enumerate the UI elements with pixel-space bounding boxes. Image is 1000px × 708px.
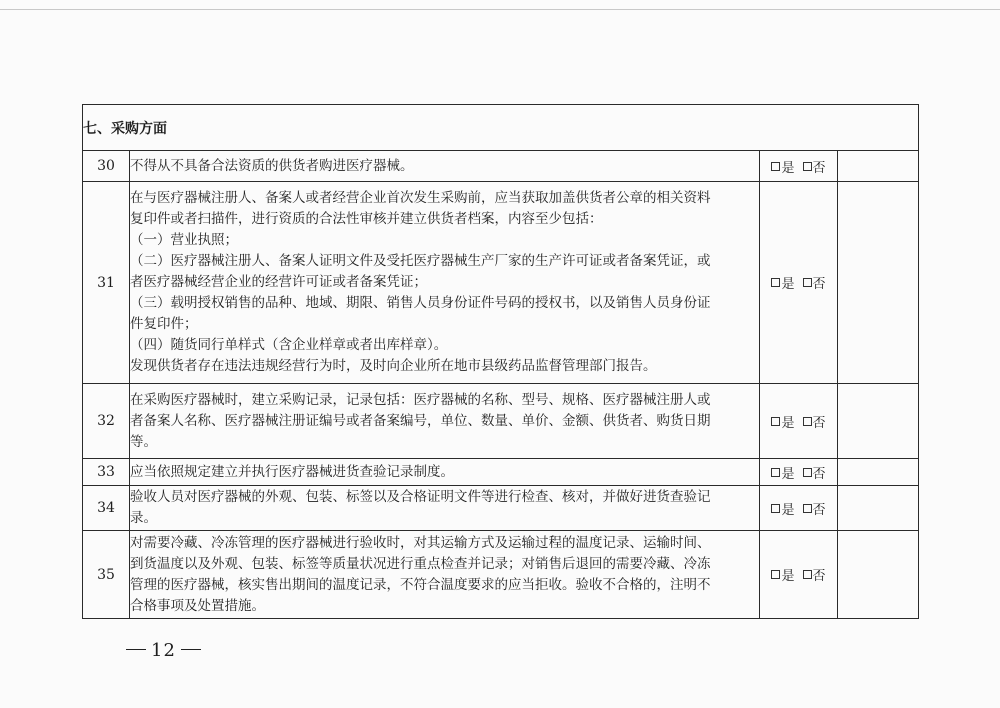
item-text-line: 管理的医疗器械，核实售出期间的温度记录，不符合温度要求的应当拒收。验收不合格的，注明不 <box>130 576 711 593</box>
checkbox-no-label: 否 <box>812 415 826 431</box>
item-number: 33 <box>83 459 130 486</box>
item-text-line: 应当依照规定建立并执行医疗器械进货查验记录制度。 <box>130 463 454 480</box>
checkbox-no[interactable] <box>803 161 826 176</box>
item-text <box>130 486 760 531</box>
checkbox-yes[interactable] <box>771 569 794 584</box>
check-options <box>760 151 838 182</box>
checkbox-square-icon[interactable] <box>771 504 780 513</box>
checkbox-yes-label: 是 <box>781 277 795 292</box>
remarks-cell[interactable] <box>838 486 919 531</box>
checkbox-square-icon[interactable] <box>771 468 780 477</box>
item-text-line: 在采购医疗器械时，建立采购记录，记录包括：医疗器械的名称、型号、规格、医疗器械注册人或 <box>130 391 711 408</box>
item-text-line: 者医疗器械经营企业的经营许可证或者备案凭证； <box>130 274 427 290</box>
checkbox-yes-label: 是 <box>781 160 795 176</box>
checkbox-no[interactable] <box>803 503 826 518</box>
table-body <box>83 105 919 619</box>
scan-edge-line <box>0 9 1000 10</box>
checkbox-yes[interactable] <box>771 503 794 518</box>
remarks-cell[interactable] <box>838 182 919 384</box>
checkbox-yes[interactable] <box>771 416 794 431</box>
checkbox-no[interactable] <box>803 467 826 482</box>
item-text-line: 在与医疗器械注册人、备案人或者经营企业首次发生采购前，应当获取加盖供货者公章的相关资料 <box>130 190 711 206</box>
table-row <box>83 531 919 619</box>
item-number: 34 <box>83 486 130 531</box>
check-options <box>760 182 838 384</box>
check-options <box>760 531 838 619</box>
checkbox-no-label: 否 <box>812 466 826 482</box>
checkbox-no-label: 否 <box>812 160 826 176</box>
item-text-line: 合格事项及处置措施。 <box>130 597 265 614</box>
item-number: 35 <box>83 531 130 619</box>
table-row <box>83 384 919 459</box>
item-text-line: 等。 <box>130 433 157 450</box>
checkbox-yes-label: 是 <box>781 415 795 431</box>
table-row <box>83 486 919 531</box>
remarks-cell[interactable] <box>838 384 919 459</box>
check-options <box>760 384 838 459</box>
item-text-line: （三）载明授权销售的品种、地域、期限、销售人员身份证件号码的授权书，以及销售人员身份证 <box>130 295 711 311</box>
item-number: 31 <box>83 182 130 384</box>
checkbox-no-label: 否 <box>812 277 826 292</box>
check-options <box>760 459 838 486</box>
item-text-line: （二）医疗器械注册人、备案人证明文件及受托医疗器械生产厂家的生产许可证或者备案凭证，或 <box>130 253 711 269</box>
page-number-value: 12 <box>151 640 176 661</box>
checkbox-square-icon[interactable] <box>803 504 812 513</box>
checkbox-square-icon[interactable] <box>803 468 812 477</box>
item-text <box>130 151 760 182</box>
remarks-cell[interactable] <box>838 459 919 486</box>
item-text-line: 对需要冷藏、冷冻管理的医疗器械进行验收时，对其运输方式及运输过程的温度记录、运输时间、 <box>130 534 711 551</box>
table-row <box>83 182 919 384</box>
item-text-line: （一）营业执照； <box>130 232 238 248</box>
item-text-line: 验收人员对医疗器械的外观、包装、标签以及合格证明文件等进行检查、核对，并做好进货查验记 <box>130 489 711 505</box>
checkbox-no[interactable] <box>803 569 826 584</box>
checkbox-square-icon[interactable] <box>771 162 780 171</box>
item-number: 32 <box>83 384 130 459</box>
item-number: 30 <box>83 151 130 182</box>
checkbox-yes[interactable] <box>771 161 794 176</box>
item-text <box>130 182 760 384</box>
checkbox-yes-label: 是 <box>781 569 795 584</box>
checkbox-square-icon[interactable] <box>803 278 812 287</box>
item-text-line: 者备案人名称、医疗器械注册证编号或者备案编号，单位、数量、单价、金额、供货者、购货日期 <box>130 412 711 429</box>
table-row <box>83 459 919 486</box>
item-text-line: 录。 <box>130 510 157 526</box>
checkbox-square-icon[interactable] <box>803 570 812 579</box>
page-number <box>121 640 206 661</box>
checkbox-yes-label: 是 <box>781 466 795 482</box>
table-row <box>83 151 919 182</box>
checkbox-yes-label: 是 <box>781 502 795 518</box>
checkbox-no-label: 否 <box>812 502 826 518</box>
remarks-cell[interactable] <box>838 151 919 182</box>
checkbox-no[interactable] <box>803 277 826 292</box>
remarks-cell[interactable] <box>838 531 919 619</box>
inspection-table <box>82 104 919 619</box>
checkbox-square-icon[interactable] <box>771 417 780 426</box>
item-text-line: 不得从不具备合法资质的供货者购进医疗器械。 <box>130 157 414 174</box>
checkbox-square-icon[interactable] <box>771 278 780 287</box>
item-text-line: 复印件或者扫描件，进行资质的合法性审核并建立供货者档案，内容至少包括： <box>130 211 603 227</box>
item-text-line: （四）随货同行单样式（含企业样章或者出库样章）。 <box>130 337 448 353</box>
item-text <box>130 384 760 459</box>
page-dash-right <box>181 649 201 650</box>
checkbox-no-label: 否 <box>812 569 826 584</box>
check-options <box>760 486 838 531</box>
item-text <box>130 531 760 619</box>
item-text-line: 件复印件； <box>130 316 198 332</box>
checkbox-yes[interactable] <box>771 277 794 292</box>
checkbox-yes[interactable] <box>771 467 794 482</box>
item-text <box>130 459 760 486</box>
page-dash-left <box>126 649 146 650</box>
item-text-line: 到货温度以及外观、包装、标签等质量状况进行重点检查并记录；对销售后退回的需要冷藏、冷冻 <box>130 555 711 572</box>
checkbox-square-icon[interactable] <box>771 570 780 579</box>
checkbox-no[interactable] <box>803 416 826 431</box>
checkbox-square-icon[interactable] <box>803 417 812 426</box>
section-header-row <box>83 105 919 151</box>
item-text-line: 发现供货者存在违法违规经营行为时，及时向企业所在地市县级药品监督管理部门报告。 <box>130 358 657 374</box>
checkbox-square-icon[interactable] <box>803 162 812 171</box>
section-title: 七、采购方面 <box>83 105 919 151</box>
